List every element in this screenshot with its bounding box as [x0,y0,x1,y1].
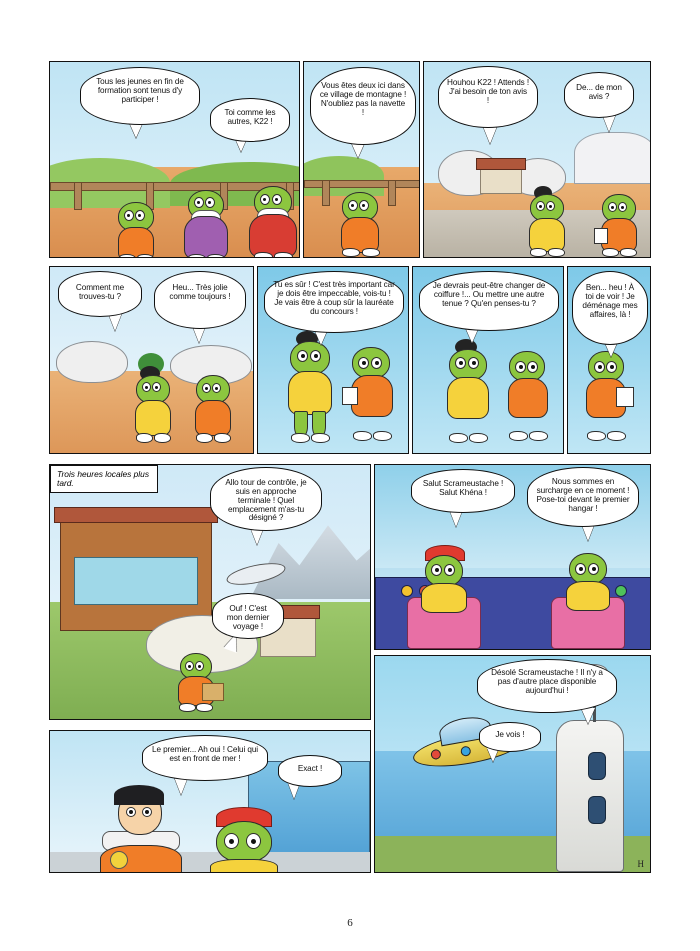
tower-window [588,796,606,824]
shoe [548,248,565,257]
eye [212,383,221,393]
roof [476,158,526,170]
eye [575,563,586,575]
body [529,218,565,252]
shoe [196,703,213,712]
mountain [574,132,651,184]
speech-bubble: Allo tour de contrôle, je suis en approche terminale ! Quel emplacement m'as-tu désigné ? [210,467,322,531]
eye [195,661,204,671]
speech-bubble: Ouf ! C'est mon dernier voyage ! [212,593,284,639]
shoe [311,433,330,443]
character-k22 [190,375,240,447]
character-kena-pilot [563,553,619,613]
page-number: 6 [347,917,353,929]
hill [303,156,384,196]
eye [152,382,161,392]
speech-bubble: Heu... Très jolie comme toujours ! [154,271,246,329]
panel-8 [49,464,371,720]
eye [126,807,136,817]
body [135,400,171,436]
shoe [602,248,619,257]
eye [224,833,239,849]
panel-2 [303,61,420,258]
character-kena-girl [282,337,340,443]
shoe [188,254,206,258]
speech-bubble: Le premier... Ah oui ! Celui qui est en front de mer ! [142,735,268,781]
building [480,166,522,194]
rock [56,341,128,383]
robe [249,214,297,258]
eye [246,833,261,849]
eye [135,210,145,221]
eye [142,382,151,392]
paper [616,387,634,407]
character-kena-girl [441,345,499,445]
shoe [362,248,380,257]
shoe [373,431,392,441]
bubble-tail [581,708,595,724]
paper [342,387,358,405]
roof [54,507,218,523]
eye [310,350,321,362]
speech-bubble: Nous sommes en surcharge en ce moment ! Pose-toi devant le premier hangar ! [527,467,639,527]
character-k22 [580,351,636,447]
speech-bubble: Je devrais peut-être changer de coiffure !... Ou mettre une autre tenue ? Qu'en penses-tu ? [419,271,559,331]
character-elder-purple [180,190,232,258]
speech-bubble: Salut Scrameustache ! Salut Khéna ! [411,469,515,513]
eye [468,357,479,369]
character-k22 [336,192,384,256]
panel-3 [423,61,651,258]
eye [202,383,211,393]
eye [272,194,282,205]
shoe [214,433,231,443]
mountain-range [250,519,371,599]
speech-bubble: Tous les jeunes en fin de formation sont tenus d'y participer ! [80,67,200,125]
panel-6 [412,266,564,454]
character-kena-girl [524,190,572,258]
shoe [509,431,528,441]
panel-5 [257,266,409,454]
speech-bubble: Toi comme les autres, K22 ! [210,98,290,142]
body [210,859,278,873]
fence-post [322,180,330,206]
robe [184,216,228,258]
suit-badge [110,851,128,869]
shoe [353,431,372,441]
shoe [587,431,606,441]
eye [124,210,134,221]
eye [358,357,369,369]
eye [371,357,382,369]
panel-11 [49,730,371,873]
hair [114,785,164,805]
speech-bubble: Désolé Scrameustache ! Il n'y a pas d'autre place disponible aujourd'hui ! [477,659,617,713]
character-k22 [503,351,557,447]
dash-light [401,585,413,597]
speech-bubble: Tu es sûr ! C'est très important car je dois être impeccable, vois-tu ! Je vais être à coup sûr la lauréate du concours ! [264,271,404,333]
fence-post [388,180,396,206]
character-scrameustache [417,549,477,613]
shoe [449,433,468,443]
shoe [254,252,273,258]
body [195,400,231,436]
eye [606,361,617,373]
character-kena-girl [128,371,180,445]
character-k22 [112,202,158,258]
shoe [119,254,136,258]
panel-4 [49,266,254,454]
character-k22 [346,347,400,443]
shoe [607,431,626,441]
eye [444,564,455,576]
speech-bubble: Vous êtes deux ici dans ce village de montagne ! N'oubliez pas la navette ! [310,67,416,145]
speech-bubble: Comment me trouves-tu ? [58,271,142,317]
shoe [620,248,637,257]
eye [297,350,308,362]
body [508,378,548,418]
body [421,583,467,613]
shoe [342,248,360,257]
shoe [136,433,153,443]
speech-bubble: Exact ! [278,755,342,787]
shoe [154,433,171,443]
eye [348,200,358,211]
character-k22 [596,194,642,258]
body [566,581,610,611]
character-elder-red [246,186,300,258]
speech-bubble: Houhou K22 ! Attends ! J'ai besoin de ton avis ! [438,66,538,128]
eye [185,661,194,671]
eye [142,807,152,817]
character-k22-carrying [174,653,224,715]
shoe [530,248,547,257]
eye [546,201,555,211]
eye [608,202,617,212]
speech-bubble: Ben... heu ! À toi de voir ! Je déménage mes affaires, là ! [572,271,648,345]
building-window [74,557,198,605]
speech-bubble: De... de mon avis ? [564,72,634,118]
crate [202,683,224,701]
caption-time: Trois heures locales plus tard. [50,465,158,493]
shoe [196,433,213,443]
eye [431,564,442,576]
shoe [274,252,293,258]
eye [515,361,526,373]
character-khena-astronaut [96,787,184,873]
body [447,377,489,419]
eye [194,197,204,208]
shoe [469,433,488,443]
eye [260,194,270,205]
panel-10 [374,655,651,873]
panel-1 [49,61,300,258]
eye [527,361,538,373]
tower-window [588,752,606,780]
paper [594,228,608,244]
body [288,371,332,415]
artist-signature: H [637,859,644,869]
shoe [179,703,196,712]
shoe [291,433,310,443]
eye [359,200,369,211]
speech-bubble: Je vois ! [479,722,541,752]
shoe [207,254,225,258]
panel-7 [567,266,651,454]
eye [588,563,599,575]
eye [455,357,466,369]
fence-post [74,182,82,210]
panel-9 [374,464,651,650]
eye [618,202,627,212]
eye [536,201,545,211]
eye [205,197,215,208]
character-scrameustache [202,813,286,873]
shoe [137,254,154,258]
shoe [529,431,548,441]
eye [594,361,605,373]
